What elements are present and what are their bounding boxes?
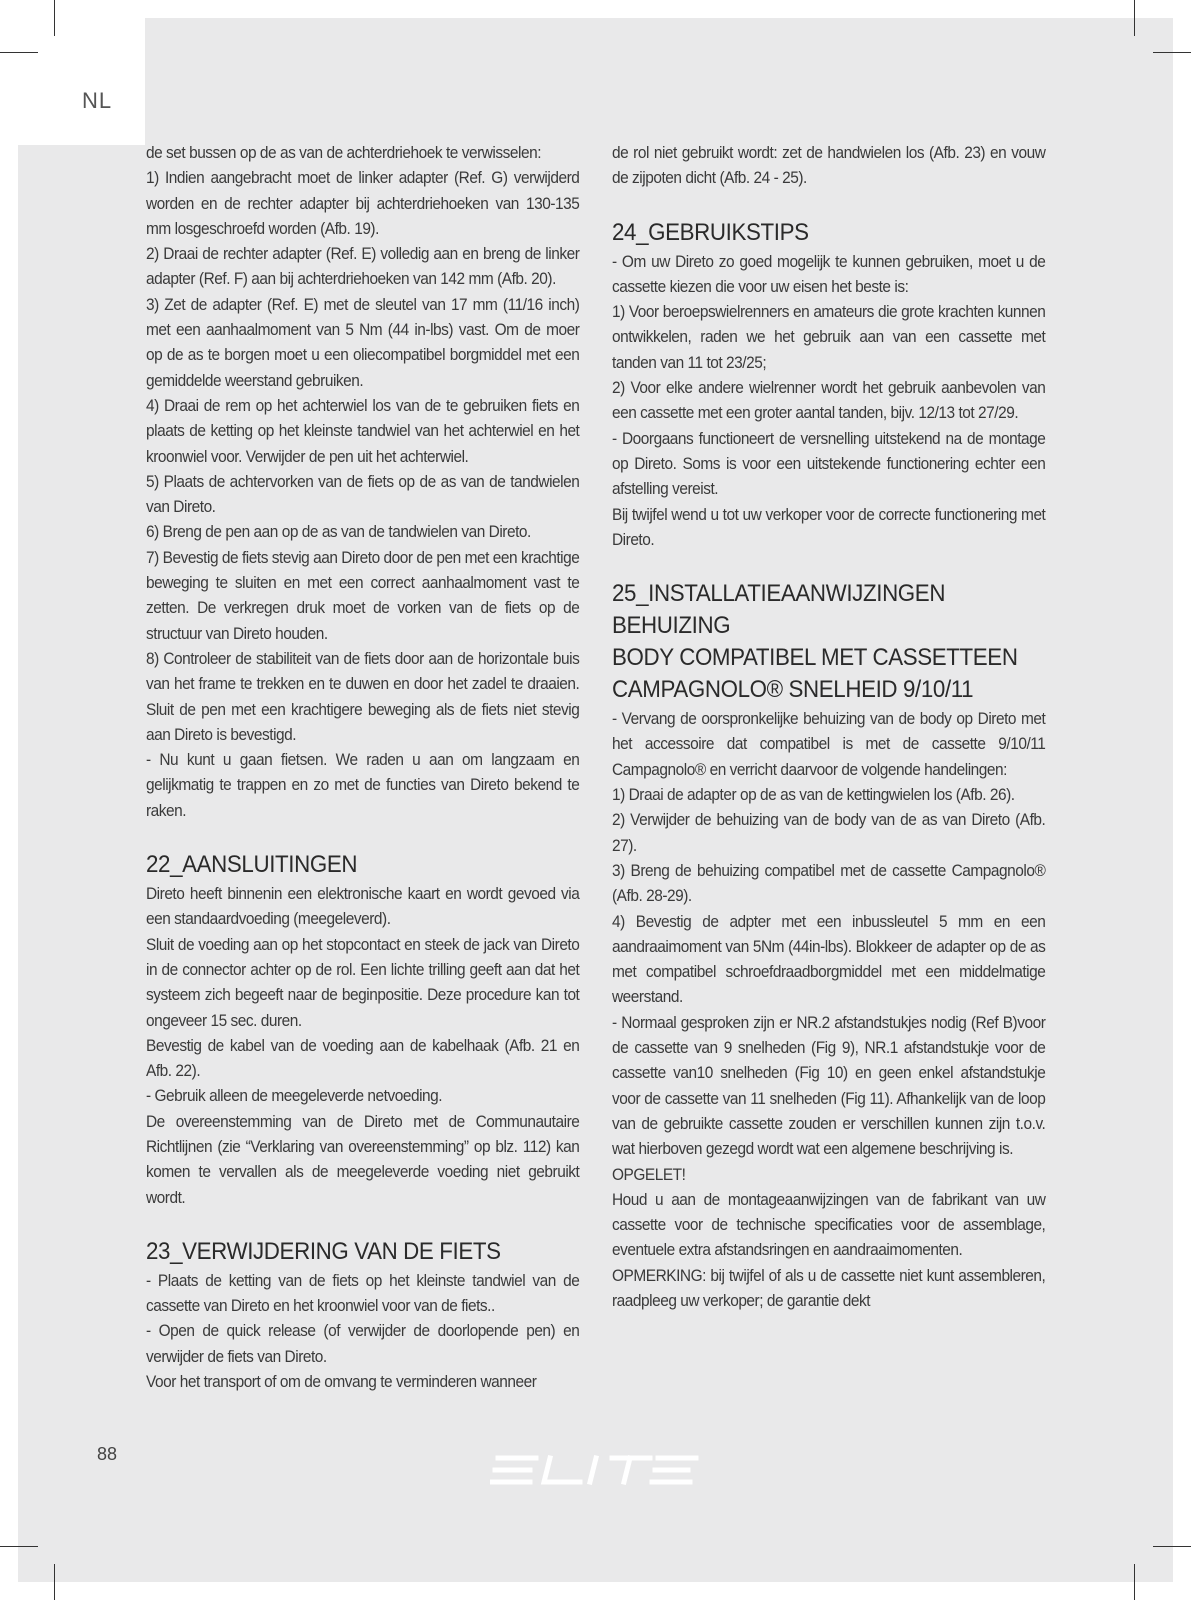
paragraph: 1) Indien aangebracht moet de linker adapter (Ref. G) verwijderd worden en de rechter adapter bij achterdriehoeken van 130-135 mm losgeschroefd worden (Afb. 19). <box>146 168 580 238</box>
paragraph: de rol niet gebruikt wordt: zet de handwielen los (Afb. 23) en vouw de zijpoten dicht (Afb. 24 - 25). <box>612 143 1046 188</box>
paragraph: 5) Plaats de achtervorken van de fiets op de as van de tandwielen van Direto. <box>146 471 580 517</box>
language-tab-area <box>18 18 145 145</box>
crop-mark <box>0 1546 38 1547</box>
paragraph: 1) Voor beroepswielrenners en amateurs die grote krachten kunnen ontwikkelen, raden we het gebruik aan van een cassette met tanden van 11 tot 23/25; <box>612 302 1046 372</box>
heading-line: 25_INSTALLATIEAANWIJZINGEN BEHUIZING <box>612 580 946 640</box>
paragraph: de set bussen op de as van de achterdriehoek te verwisselen: <box>146 143 542 162</box>
crop-mark <box>54 1564 55 1600</box>
section-heading-25 <box>612 578 1045 706</box>
paragraph: Sluit de voeding aan op het stopcontact en steek de jack van Direto in de connector achter op de rol. Een lichte trilling geeft aan dat het systeem zich begeeft naar de beginpositie. Deze procedure kan tot ongeveer 15 sec. duren. <box>146 934 580 1030</box>
crop-mark <box>1134 1564 1135 1600</box>
page-number: 88 <box>97 1444 118 1464</box>
paragraph: Bij twijfel wend u tot uw verkoper voor de correcte functionering met Direto. <box>612 504 1046 549</box>
paragraph: OPGELET! <box>612 1164 686 1184</box>
paragraph: - Doorgaans functioneert de versnelling uitstekend na de montage op Direto. Soms is voor een uitstekende functionering echter een afstelling vereist. <box>612 428 1046 499</box>
paragraph: Houd u aan de montageaanwijzingen van de fabrikant van uw cassette voor de technische specificaties voor de assemblage, eventuele extra afstandsringen en aandraaimomenten. <box>612 1189 1046 1260</box>
paragraph: 1) Draai de adapter op de as van de kettingwielen los (Afb. 26). <box>612 785 1015 805</box>
paragraph: 4) Bevestig de adpter met een inbussleutel 5 mm en een aandraaimoment van 5Nm (44in-lbs). Blokkeer de adapter op de as met compatibel schroefdraadborgmiddel met een middelmatige weerstand. <box>612 911 1046 1007</box>
crop-mark <box>1153 52 1191 53</box>
heading-line: CAMPAGNOLO® SNELHEID 9/10/11 <box>612 676 974 704</box>
paragraph: 8) Controleer de stabiliteit van de fiets door aan de horizontale buis van het frame te trekken en te duwen en door het zadel te draaien. Sluit de pen met een krachtigere beweging als de fiets niet stevig aan Direto is bevestigd. <box>146 648 580 744</box>
paragraph: 2) Draai de rechter adapter (Ref. E) volledig aan en breng de linker adapter (Ref. F) aan bij achterdriehoeken van 142 mm (Afb. 20). <box>146 244 580 289</box>
crop-mark <box>1134 0 1135 36</box>
paragraph: 2) Voor elke andere wielrenner wordt het gebruik aanbevolen van een cassette met een groter aantal tanden, bijv. 12/13 tot 27/29. <box>612 378 1046 423</box>
paragraph: 3) Breng de behuizing compatibel met de cassette Campagnolo® (Afb. 28-29). <box>612 860 1046 906</box>
elite-logo <box>490 1454 700 1488</box>
paragraph: Bevestig de kabel van de voeding aan de kabelhaak (Afb. 21 en Afb. 22). <box>146 1035 580 1081</box>
crop-mark <box>1153 1546 1191 1547</box>
paragraph: Voor het transport of om de omvang te verminderen wanneer <box>146 1372 537 1392</box>
paragraph: - Open de quick release (of verwijder de doorlopende pen) en verwijder de fiets van Direto. <box>146 1321 580 1366</box>
paragraph: 4) Draai de rem op het achterwiel los van de te gebruiken fiets en plaats de ketting op het kleinste tandwiel van het achterwiel en het kroonwiel voor. Verwijder de pen uit het achterwiel. <box>146 395 580 466</box>
paragraph: OPMERKING: bij twijfel of als u de cassette niet kunt assembleren, raadpleeg uw verkoper; de garantie dekt <box>612 1265 1046 1310</box>
paragraph: - Vervang de oorspronkelijke behuizing van de body op Direto met het accessoire dat compatibel is met de cassette 9/10/11 Campagnolo® en verricht daarvoor de volgende handelingen: <box>612 709 1046 779</box>
paragraph: - Normaal gesproken zijn er NR.2 afstandstukjes nodig (Ref B)voor de cassette van 9 snelheden (Fig 9), NR.1 afstandstukje voor de cassette van10 snelheden (Fig 10) en geen enkel afstandstukje voor de cassette van 11 snelheden (Fig 11). Afhankelijk van de loop van de gebruikte cassette zouden er verschillen kunnen zijn t.o.v. wat hierboven gezegd wordt wat een algemene beschrijving is. <box>612 1012 1046 1159</box>
right-column <box>612 140 1045 1313</box>
paragraph: 6) Breng de pen aan op de as van de tandwielen van Direto. <box>146 522 531 542</box>
paragraph: - Nu kunt u gaan fietsen. We raden u aan om langzaam en gelijkmatig te trappen en zo met de functies van Direto bekend te raken. <box>146 750 580 820</box>
crop-mark <box>54 0 55 36</box>
left-column <box>146 140 579 1394</box>
paragraph: 3) Zet de adapter (Ref. E) met de sleutel van 17 mm (11/16 inch) met een aanhaalmoment van 5 Nm (44 in-lbs) vast. Om de moer op de as te borgen moet u een oliecompatibel borgmiddel met een gemiddelde weerstand gebruiken. <box>146 294 580 390</box>
section-heading-24: 24_GEBRUIKSTIPS <box>612 218 809 246</box>
heading-line: BODY COMPATIBEL MET CASSETTEEN <box>612 644 1018 672</box>
paragraph: Direto heeft binnenin een elektronische kaart en wordt gevoed via een standaardvoeding (meegeleverd). <box>146 884 580 929</box>
paragraph: 7) Bevestig de fiets stevig aan Direto door de pen met een krachtige beweging te sluiten en met een correct aanhaalmoment vast te zetten. De verkregen druk moet de vorken van de fiets op de structuur van Direto houden. <box>146 547 580 643</box>
paragraph: 2) Verwijder de behuizing van de body van de as van Direto (Afb. 27). <box>612 810 1046 855</box>
section-heading-23: 23_VERWIJDERING VAN DE FIETS <box>146 1237 501 1265</box>
paragraph: - Gebruik alleen de meegeleverde netvoeding. <box>146 1086 443 1106</box>
crop-mark <box>0 52 38 53</box>
language-label: NL <box>82 88 113 113</box>
paragraph: - Om uw Direto zo goed mogelijk te kunnen gebruiken, moet u de cassette kiezen die voor uw eisen het beste is: <box>612 251 1046 296</box>
paragraph: De overeenstemming van de Direto met de Communautaire Richtlijnen (zie “Verklaring van overeenstemming” op blz. 112) kan komen te vervallen als de meegeleverde voeding niet gebruikt wordt. <box>146 1111 580 1207</box>
section-heading-22: 22_AANSLUITINGEN <box>146 851 358 879</box>
paragraph: - Plaats de ketting van de fiets op het kleinste tandwiel van de cassette van Direto en het kroonwiel voor van de fiets.. <box>146 1270 580 1316</box>
